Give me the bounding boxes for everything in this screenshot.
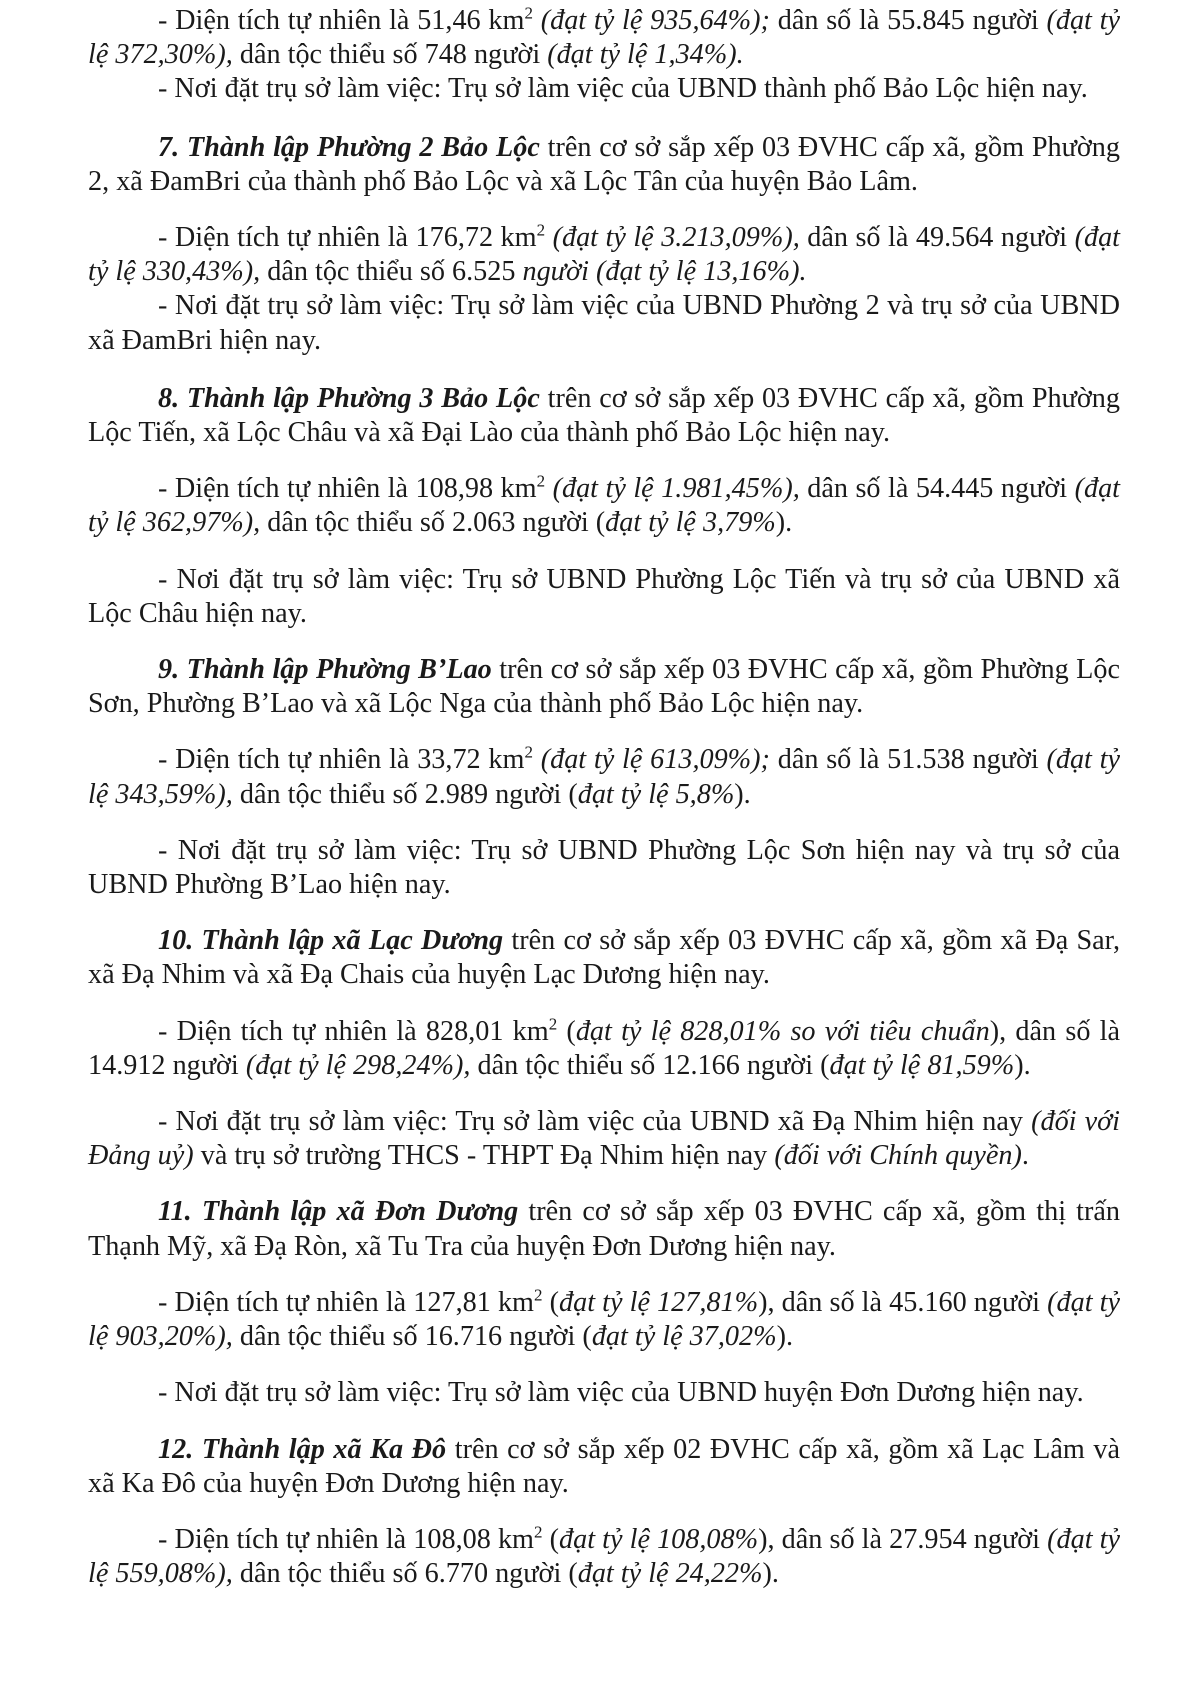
section-9-area-paragraph: - Diện tích tự nhiên là 33,72 $km^2$ (đạt tỷ lệ 613,09%); dân số là 51.538 người (đạt tỷ lệ 343,59%), dân tộc thiểu số 2.989 người (đạt tỷ lệ 5,8%). [88, 743, 1120, 810]
section-12-heading-paragraph: 12. Thành lập xã Ka Đô trên cơ sở sắp xếp 02 ĐVHC cấp xã, gồm xã Lạc Lâm và xã Ka Đô của huyện Đơn Dương hiện nay. [88, 1433, 1120, 1499]
section-8-heading: 8. Thành lập Phường 3 Bảo Lộc [158, 382, 540, 414]
section-11-office-paragraph: - Nơi đặt trụ sở làm việc: Trụ sở làm việc của UBND huyện Đơn Dương hiện nay. [158, 1377, 1084, 1409]
section-12-heading: 12. Thành lập xã Ka Đô [158, 1433, 447, 1465]
section-9-heading: 9. Thành lập Phường B’Lao [158, 654, 492, 686]
section-11-heading: 11. Thành lập xã Đơn Dương [158, 1196, 519, 1228]
section-10-office-paragraph: - Nơi đặt trụ sở làm việc: Trụ sở làm việc của UBND xã Đạ Nhim hiện nay (đối với Đảng uỷ) và trụ sở trường THCS - THPT Đạ Nhim hiện nay (đối với Chính quyền). [88, 1106, 1120, 1172]
section-7-heading-paragraph: 7. Thành lập Phường 2 Bảo Lộc trên cơ sở sắp xếp 03 ĐVHC cấp xã, gồm Phường 2, xã ĐamBri của thành phố Bảo Lộc và xã Lộc Tân của huyện Bảo Lâm. [88, 131, 1120, 197]
section-7-office-paragraph: - Nơi đặt trụ sở làm việc: Trụ sở làm việc của UBND Phường 2 và trụ sở của UBND xã ĐamBri hiện nay. [88, 290, 1120, 356]
section-10-heading: 10. Thành lập xã Lạc Dương [158, 925, 504, 957]
section-8-area-paragraph: - Diện tích tự nhiên là 108,98 $km^2$ (đạt tỷ lệ 1.981,45%), dân số là 54.445 người (đạt tỷ lệ 362,97%), dân tộc thiểu số 2.063 người (đạt tỷ lệ 3,79%). [88, 471, 1121, 539]
section-8-office-paragraph: - Nơi đặt trụ sở làm việc: Trụ sở UBND Phường Lộc Tiến và trụ sở của UBND xã Lộc Châu hiện nay. [88, 563, 1120, 629]
section-10-heading-paragraph: 10. Thành lập xã Lạc Dương trên cơ sở sắp xếp 03 ĐVHC cấp xã, gồm xã Đạ Sar, xã Đạ Nhim và xã Đạ Chais của huyện Lạc Dương hiện nay. [88, 925, 1120, 991]
section-9-office-paragraph: - Nơi đặt trụ sở làm việc: Trụ sở UBND Phường Lộc Sơn hiện nay và trụ sở của UBND Phường B’Lao hiện nay. [88, 834, 1120, 901]
section-8-heading-paragraph: 8. Thành lập Phường 3 Bảo Lộc trên cơ sở sắp xếp 03 ĐVHC cấp xã, gồm Phường Lộc Tiến, xã Lộc Châu và xã Đại Lào của thành phố Bảo Lộc hiện nay. [88, 382, 1120, 449]
section-9-heading-paragraph: 9. Thành lập Phường B’Lao trên cơ sở sắp xếp 03 ĐVHC cấp xã, gồm Phường Lộc Sơn, Phường B’Lao và xã Lộc Nga của thành phố Bảo Lộc hiện nay. [88, 654, 1120, 720]
section-6-office-paragraph: - Nơi đặt trụ sở làm việc: Trụ sở làm việc của UBND thành phố Bảo Lộc hiện nay. [158, 73, 1088, 105]
section-11-area-paragraph: - Diện tích tự nhiên là 127,81 $km^2$ (đạt tỷ lệ 127,81%), dân số là 45.160 người (đạt tỷ lệ 903,20%), dân tộc thiểu số 16.716 người (đạt tỷ lệ 37,02%). [88, 1285, 1121, 1353]
section-10-area-paragraph: - Diện tích tự nhiên là 828,01 $km^2$ (đạt tỷ lệ 828,01% so với tiêu chuẩn), dân số là 14.912 người (đạt tỷ lệ 298,24%), dân tộc thiểu số 12.166 người (đạt tỷ lệ 81,59%). [88, 1014, 1120, 1081]
section-11-heading-paragraph: 11. Thành lập xã Đơn Dương trên cơ sở sắp xếp 03 ĐVHC cấp xã, gồm thị trấn Thạnh Mỹ, xã Đạ Ròn, xã Tu Tra của huyện Đơn Dương hiện nay. [88, 1196, 1120, 1262]
section-7-heading: 7. Thành lập Phường 2 Bảo Lộc [158, 131, 540, 163]
section-12-area-paragraph: - Diện tích tự nhiên là 108,08 $km^2$ (đạt tỷ lệ 108,08%), dân số là 27.954 người (đạt tỷ lệ 559,08%), dân tộc thiểu số 6.770 người (đạt tỷ lệ 24,22%). [88, 1522, 1121, 1590]
section-6-area-paragraph: - Diện tích tự nhiên là 51,46 $km^2$ (đạt tỷ lệ 935,64%); dân số là 55.845 người (đạt tỷ lệ 372,30%), dân tộc thiểu số 748 người (đạt tỷ lệ 1,34%). [88, 3, 1120, 71]
section-7-area-paragraph: - Diện tích tự nhiên là 176,72 $km^2$ (đạt tỷ lệ 3.213,09%), dân số là 49.564 người (đạt tỷ lệ 330,43%), dân tộc thiểu số 6.525 người (đạt tỷ lệ 13,16%). [88, 220, 1121, 288]
